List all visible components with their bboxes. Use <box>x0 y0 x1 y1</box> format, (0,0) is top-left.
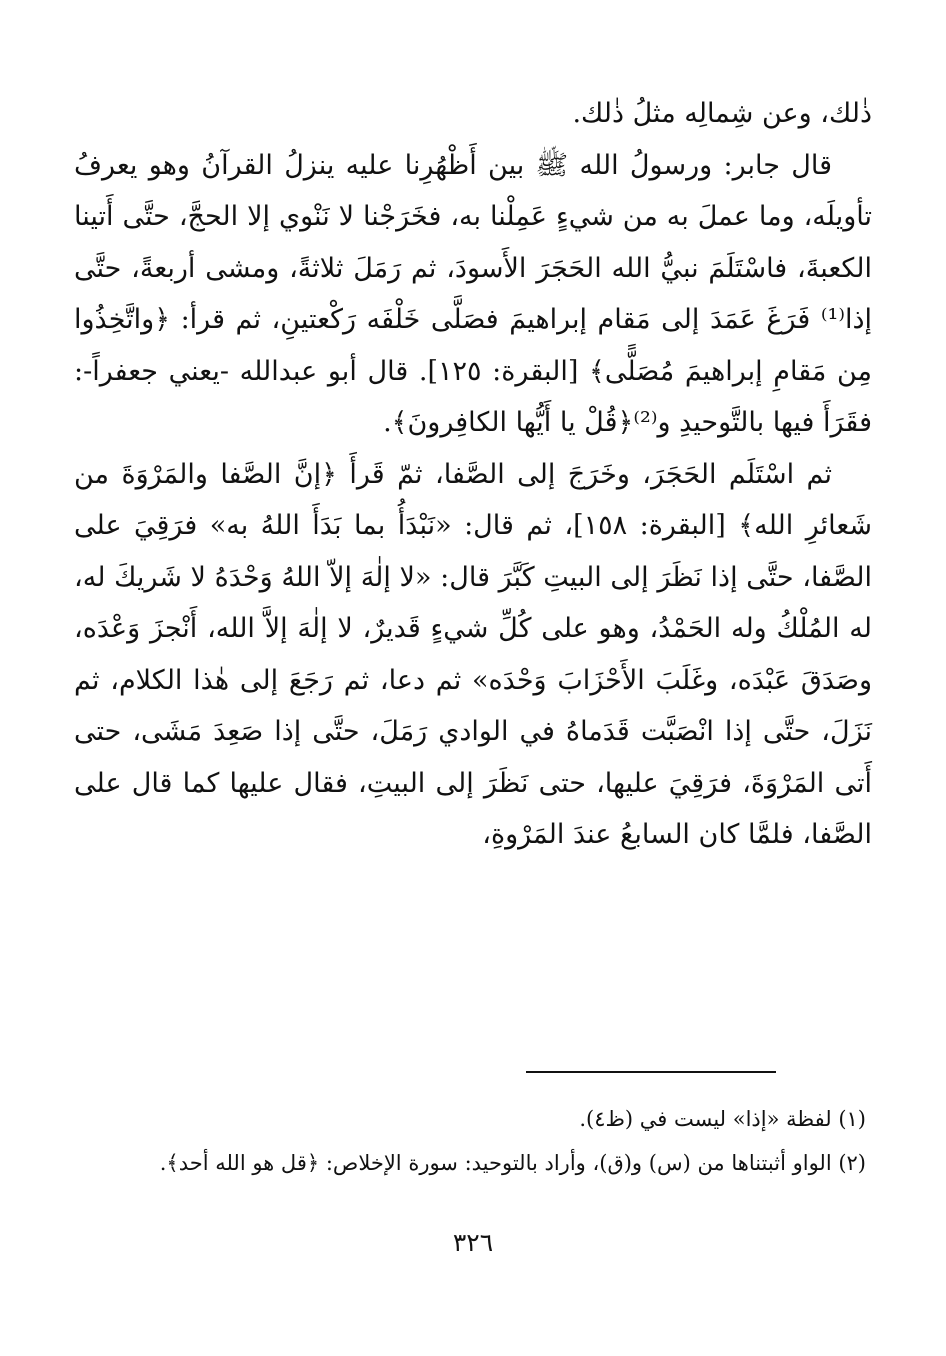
paragraph-jabir: قال جابر: ورسولُ الله ﷺ بين أَظْهُرِنا عليه ينزلُ القرآنُ وهو يعرفُ تأويلَه، وما عملَ به من شيءٍ عَمِلْنا به، فخَرَجْنا لا نَنْوي إلا الحجَّ، حتَّى أَتينا الكعبةَ، فاسْتَلَمَ نبيُّ الله الحَجَرَ الأَسودَ، ثم رَمَلَ ثلاثةً، ومشى أربعةً، حتَّى إذا⁽¹⁾ فَرَغَ عَمَدَ إلى مَقام إبراهيمَ فصَلَّى خَلْفَه رَكْعتينِ، ثم قرأ: ﴿واتَّخِذُوا مِن مَقامِ إبراهيمَ مُصَلًّى﴾ [البقرة: ١٢٥]. قال أبو عبدالله -يعني جعفراً-: فقَرَأَ فيها بالتَّوحيدِ و⁽²⁾﴿قُلْ يا أَيُّها الكافِرونَ﴾. <box>74 149 872 438</box>
footnote-2: (٢) الواو أثبتناها من (س) و(ق)، وأراد بالتوحيد: سورة الإخلاص: ﴿قل هو الله أحد﴾. <box>159 1151 866 1175</box>
paragraph-safa-marwa: ثم اسْتَلَم الحَجَرَ، وخَرَجَ إلى الصَّفا، ثمّ قَرأَ ﴿إنَّ الصَّفا والمَرْوَةَ من شَعائرِ الله﴾ [البقرة: ١٥٨]، ثم قال: «نَبْدَأُ بما بَدَأَ اللهُ به» فرَقِيَ على الصَّفا، حتَّى إذا نَظَرَ إلى البيتِ كَبَّرَ قال: «لا إلٰهَ إلاّ اللهُ وَحْدَهُ لا شَريكَ له، له المُلْكُ وله الحَمْدُ، وهو على كُلِّ شيءٍ قَديرٌ، لا إلٰهَ إلاَّ الله، أَنْجزَ وَعْدَه، وصَدَقَ عَبْدَه، وغَلَبَ الأَحْزَابَ وَحْدَه» ثم دعا، ثم رَجَعَ إلى هٰذا الكلام، ثم نَزَلَ، حتَّى إذا انْصَبَّت قَدَماهُ في الوادي رَمَلَ، حتَّى إذا صَعِدَ مَشَى، حتى أَتى المَرْوَةَ، فرَقِيَ عليها، حتى نَظَرَ إلى البيتِ، فقال عليها كما قال على الصَّفا، فلمَّا كان السابعُ عندَ المَرْوةِ، <box>74 458 872 850</box>
footnote-divider <box>526 1071 776 1073</box>
main-text <box>74 88 872 861</box>
footnotes <box>74 1097 866 1185</box>
footnote-1: (١) لفظة «إذا» ليست في (ظ٤). <box>579 1107 866 1131</box>
paragraph-continuation: ذٰلك، وعن شِمالِه مثلُ ذٰلك. <box>572 98 872 129</box>
page-number: ٣٢٦ <box>452 1228 494 1257</box>
